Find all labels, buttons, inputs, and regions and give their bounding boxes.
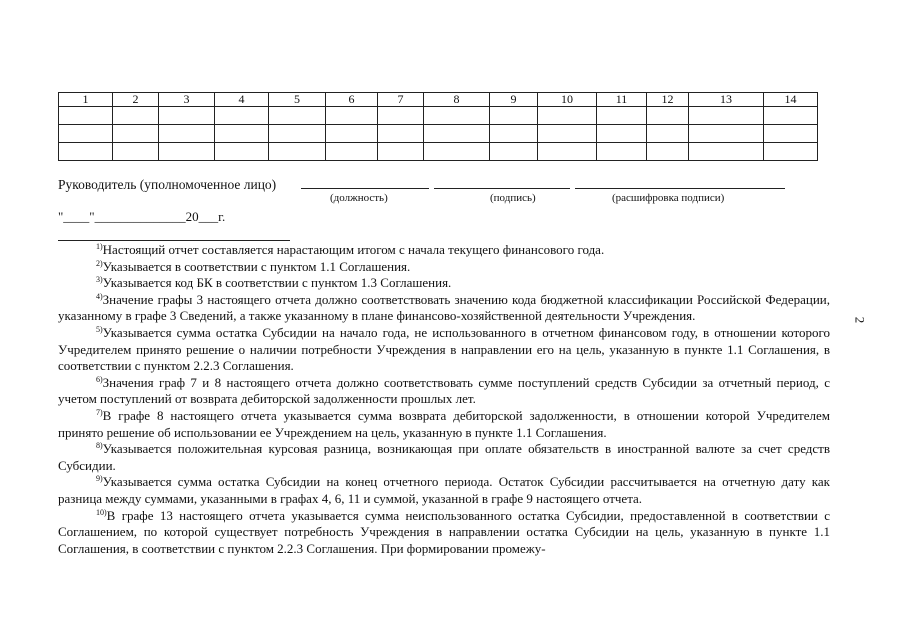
column-header: 12: [647, 93, 689, 107]
column-header: 11: [597, 93, 647, 107]
column-header: 8: [424, 93, 490, 107]
footnote: $^{8)}$Указывается положительная курсовая разница, возникающая при оплате обязательств в иностранной валюте за счет средств Субсидии.: [58, 441, 830, 473]
position-field-line[interactable]: [301, 188, 429, 189]
signature-caption: (подпись): [490, 192, 536, 204]
table-header-row: [59, 93, 818, 107]
footnote: $^{3)}$Указывается код БК в соответствии с пунктом 1.3 Соглашения.: [96, 275, 452, 291]
footnote: $^{1)}$Настоящий отчет составляется нарастающим итогом с начала текущего финансового года.: [96, 242, 605, 257]
table-row: [59, 125, 818, 143]
footnote: $^{7)}$В графе 8 настоящего отчета указывается сумма возврата дебиторской задолженности, в отношении которой Учредителем принято решение об использовании ее Учреждением на цель, указанную в пункте 1.1 Соглашения.: [58, 407, 830, 440]
footnote: $^{9)}$Указывается сумма остатка Субсидии на конец отчетного периода. Остаток Субсидии рассчитывается на отчетную дату как разница между суммами, указанными в графах 4, 6, 11 и суммой, указанной в графе 9 настоящего отчета.: [58, 474, 830, 506]
table-row: [59, 143, 818, 161]
column-header: 5: [269, 93, 326, 107]
footnote: $^{10)}$В графе 13 настоящего отчета указывается сумма неиспользованного остатка Субсидии, предоставленной в соответствии с Соглашением, по которой существует потребность Учреждения в направлении остатка Субсидии на цель, указанную в пункте 1.1 Соглашения, в соответствии с пунктом 2.2.3 Соглашения. При формировании промежу-: [58, 507, 830, 556]
column-header: 4: [215, 93, 269, 107]
decoding-field-line[interactable]: [575, 188, 785, 189]
position-caption: (должность): [330, 192, 388, 204]
footnote: $^{2)}$Указывается в соответствии с пунктом 1.1 Соглашения.: [96, 258, 411, 274]
column-header: 14: [764, 93, 818, 107]
signature-field-line[interactable]: [434, 188, 570, 189]
signature-label: Руководитель (уполномоченное лицо): [58, 177, 277, 192]
column-header: 2: [113, 93, 159, 107]
column-header: 1: [59, 93, 113, 107]
column-header: 3: [159, 93, 215, 107]
page-number: 2: [852, 316, 868, 324]
column-header: 10: [538, 93, 597, 107]
footnotes: [58, 242, 830, 557]
footnote-separator: [58, 240, 290, 241]
column-header: 9: [490, 93, 538, 107]
date-line: "____"______________20___г.: [58, 209, 226, 224]
footnote: $^{5)}$Указывается сумма остатка Субсидии на начало года, не использованного в отчетном финансовом году, в отношении которого Учредителем принято решение о наличии потребности Учреждения в направлении его на цель, указанную в пункте 1.1 Соглашения, в соответствии с пунктом 2.2.3 Соглашения.: [58, 324, 830, 374]
column-header: 13: [689, 93, 764, 107]
report-table: [58, 92, 818, 161]
footnote: $^{6)}$Значения граф 7 и 8 настоящего отчета должно соответствовать сумме поступлений средств Субсидии за отчетный период, с учетом поступлений от возврата дебиторской задолженности прошлых лет.: [58, 374, 830, 407]
table-row: [59, 107, 818, 125]
column-header: 6: [326, 93, 378, 107]
column-header: 7: [378, 93, 424, 107]
footnote: $^{4)}$Значение графы 3 настоящего отчета должно соответствовать значению кода бюджетной классификации Российской Федерации, указанному в графе 3 Сведений, а также указанному в плане финансово-хозяйственной деятельности Учреждения.: [58, 291, 830, 324]
decoding-caption: (расшифровка подписи): [612, 192, 725, 204]
